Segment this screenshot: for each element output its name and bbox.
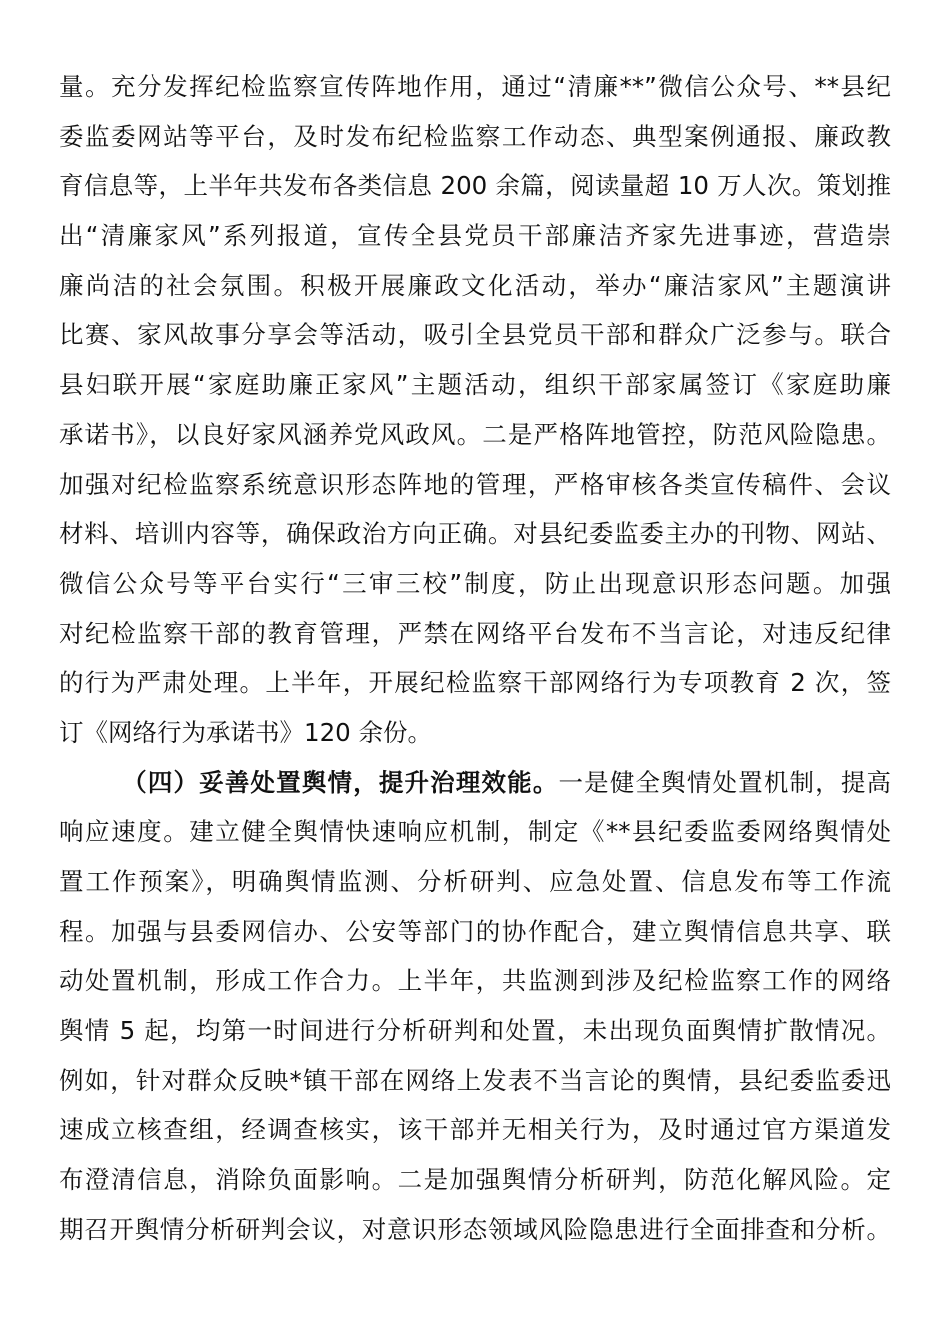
paragraph-line: 廉尚洁的社会氛围。积极开展廉政文化活动，举办“廉洁家风”主题演讲 xyxy=(59,270,891,300)
paragraph-line: 期召开舆情分析研判会议，对意识形态领域风险隐患进行全面排查和分析。 xyxy=(59,1214,891,1244)
paragraph-line: 量。充分发挥纪检监察宣传阵地作用，通过“清廉**”微信公众号、**县纪 xyxy=(59,72,891,101)
paragraph-line: 材料、培训内容等，确保政治方向正确。对县纪委监委主办的刊物、网站、 xyxy=(59,519,891,549)
paragraph-line: 县妇联开展“家庭助廉正家风”主题活动，组织干部家属签订《家庭助廉 xyxy=(59,370,891,400)
paragraph-line: 比赛、家风故事分享会等活动，吸引全县党员干部和群众广泛参与。联合 xyxy=(59,320,891,350)
paragraph-line: 布澄清信息，消除负面影响。二是加强舆情分析研判，防范化解风险。定 xyxy=(59,1165,891,1195)
paragraph-line: 订《网络行为承诺书》120 余份。 xyxy=(59,717,433,747)
paragraph-line: 置工作预案》，明确舆情监测、分析研判、应急处置、信息发布等工作流 xyxy=(59,867,891,896)
paragraph-line: 例如，针对群众反映*镇干部在网络上发表不当言论的舆情，县纪委监委迅 xyxy=(59,1065,891,1095)
paragraph-line: 舆情 5 起，均第一时间进行分析研判和处置，未出现负面舆情扩散情况。 xyxy=(59,1016,891,1046)
paragraph-line: 的行为严肃处理。上半年，开展纪检监察干部网络行为专项教育 2 次，签 xyxy=(59,668,891,698)
paragraph-line: 承诺书》，以良好家风涵养党风政风。二是严格阵地管控，防范风险隐患。 xyxy=(59,419,891,449)
paragraph-line: 动处置机制，形成工作合力。上半年，共监测到涉及纪检监察工作的网络 xyxy=(59,966,891,996)
paragraph-line: 育信息等，上半年共发布各类信息 200 余篇，阅读量超 10 万人次。策划推 xyxy=(59,171,891,201)
document-body xyxy=(59,62,891,1255)
section-heading: （四）妥善处置舆情，提升治理效能。 xyxy=(121,767,559,797)
section-heading-line xyxy=(59,758,891,808)
paragraph-line: 委监委网站等平台，及时发布纪检监察工作动态、典型案例通报、廉政教 xyxy=(59,121,891,151)
paragraph-line: 速成立核查组，经调查核实，该干部并无相关行为，及时通过官方渠道发 xyxy=(59,1115,891,1145)
paragraph-line: 对纪检监察干部的教育管理，严禁在网络平台发布不当言论，对违反纪律 xyxy=(59,618,891,648)
paragraph-line: 出“清廉家风”系列报道，宣传全县党员干部廉洁齐家先进事迹，营造崇 xyxy=(59,221,891,251)
section-heading-rest: 一是健全舆情处置机制，提高 xyxy=(558,767,891,797)
paragraph-line: 响应速度。建立健全舆情快速响应机制，制定《**县纪委监委网络舆情处 xyxy=(59,817,891,847)
paragraph-line: 程。加强与县委网信办、公安等部门的协作配合，建立舆情信息共享、联 xyxy=(59,916,891,946)
paragraph-line: 微信公众号等平台实行“三审三校”制度，防止出现意识形态问题。加强 xyxy=(59,568,891,598)
paragraph-line: 加强对纪检监察系统意识形态阵地的管理，严格审核各类宣传稿件、会议 xyxy=(59,469,891,499)
